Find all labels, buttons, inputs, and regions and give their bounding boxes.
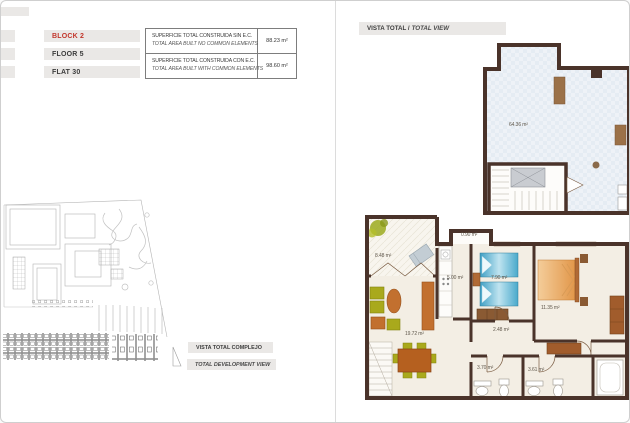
- edge-stub-top: [1, 7, 29, 16]
- sun-lounger-2: [615, 125, 626, 145]
- label-hall-area: 2.48 m²: [493, 327, 510, 333]
- site-dot-row: [31, 297, 93, 307]
- label-living-area: 19.72 m²: [405, 331, 424, 337]
- label-roof-terrace-area: 64.36 m²: [509, 122, 528, 128]
- areas-table-row: [146, 54, 296, 78]
- total-view-header: [359, 22, 506, 35]
- areas-table-row: [146, 29, 296, 54]
- site-caption-es: VISTA TOTAL COMPLEJO: [188, 342, 273, 353]
- areas-table: [145, 28, 297, 79]
- sun-lounger-1: [554, 77, 565, 104]
- total-view-header-en: TOTAL VIEW: [411, 25, 450, 32]
- label-bath2-area: 3.61 m²: [528, 367, 545, 373]
- edge-stub-3: [1, 66, 15, 78]
- site-caption-en: TOTAL DEVELOPMENT VIEW: [187, 359, 276, 370]
- staircase: [369, 342, 392, 396]
- hall-wardrobe: [547, 343, 581, 354]
- label-balcony-area: 0.90 m²: [461, 232, 478, 238]
- area-row2-es: SUPERFICIE TOTAL CONSTRUIDA CON E.C.: [152, 58, 255, 64]
- planter-dot: [593, 162, 600, 169]
- master-wardrobe: [610, 296, 624, 334]
- area-row2-en: TOTAL AREA BUILT WITH COMMON ELEMENTS: [152, 65, 264, 72]
- floor-tag-label: FLOOR 5: [52, 50, 84, 58]
- roof-terrace-plan: [479, 37, 630, 217]
- area-row2-value: 98.60 m²: [266, 63, 288, 69]
- label-bedroom2-area: 7.90 m²: [491, 275, 508, 281]
- label-bedroom1-area: 11.35 m²: [541, 305, 560, 311]
- edge-stub-2: [1, 48, 15, 60]
- unit-row-1: [3, 333, 109, 346]
- area-row1-value: 88.23 m²: [266, 38, 288, 44]
- flat-tag: [44, 66, 140, 78]
- kitchen-counter: [439, 246, 452, 317]
- floor-tag: [44, 48, 140, 60]
- unit-row-2: [3, 347, 109, 360]
- flat-tag-label: FLAT 30: [52, 68, 81, 76]
- total-view-header-es: VISTA TOTAL /: [367, 25, 410, 32]
- label-terrace-area: 8.48 m²: [375, 253, 392, 259]
- label-kitchen-area: 5.00 m²: [447, 275, 464, 281]
- area-row1-es: SUPERFICIE TOTAL CONSTRUIDA SIN E.C.: [152, 33, 253, 39]
- center-divider: [335, 1, 336, 423]
- area-row1-en: TOTAL AREA BUILT NO COMMON ELEMENTS: [152, 40, 258, 47]
- site-grid-block: [99, 249, 119, 265]
- block-tag-label: BLOCK 2: [52, 32, 85, 40]
- site-plan: [1, 197, 183, 373]
- unit-block-right: [112, 334, 158, 361]
- edge-stub-1: [1, 30, 15, 42]
- block-tag: [44, 30, 140, 42]
- main-floor-plan: [363, 214, 630, 402]
- label-bath1-area: 3.70 m²: [477, 365, 494, 371]
